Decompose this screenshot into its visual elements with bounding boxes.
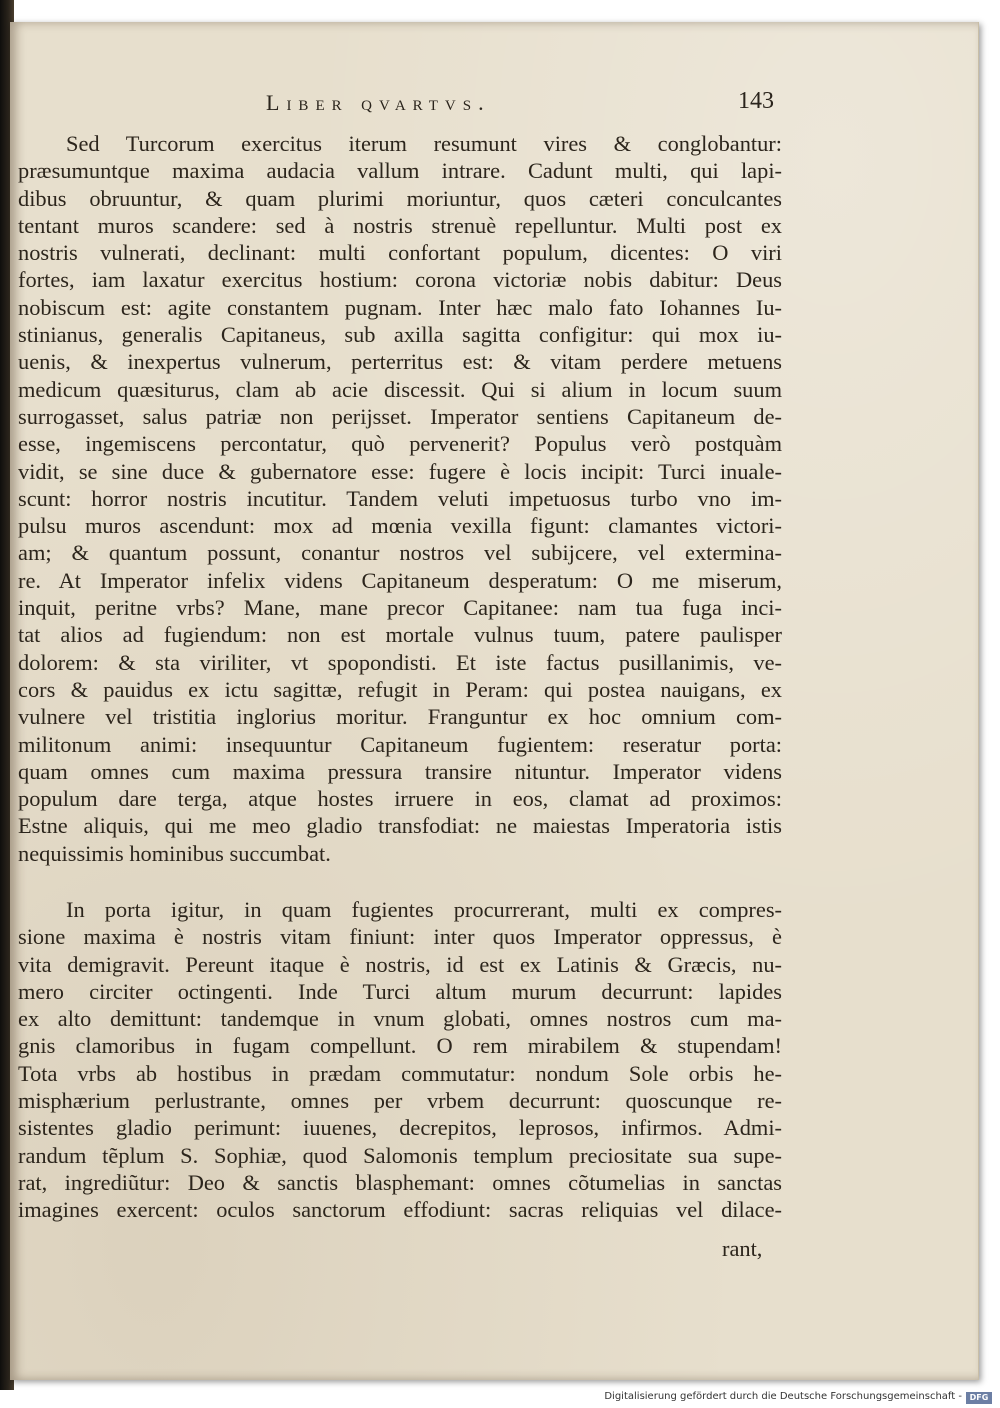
text-line: In porta igitur, in quam fugientes procurrerant, multi ex compres- [66, 897, 782, 922]
text-line: re. At Imperator infelix videns Capitaneum desperatum: O me miserum, [18, 567, 782, 593]
dfg-logo: DFG [966, 1392, 992, 1404]
text-line: militonum animi: insequuntur Capitaneum fugientem: reseratur porta: [18, 731, 782, 757]
text-line: nostris vulnerati, declinant: multi confortant populum, dicentes: O viri [18, 240, 782, 266]
text-line: scunt: horror nostris incutitur. Tandem veluti impetuosus turbo vno im- [18, 485, 782, 511]
text-line: am; & quantum possunt, conantur nostros vel subijcere, vel extermina- [18, 540, 782, 566]
text-line: randum tẽplum S. Sophiæ, quod Salomonis templum preciositate sua supe- [18, 1142, 782, 1168]
page-header [0, 90, 1000, 120]
text-line: Sed Turcorum exercitus iterum resumunt vires & conglobantur: [66, 131, 782, 156]
text-line: vidit, se sine duce & gubernatore esse: fugere è locis incipit: Turci inuale- [18, 458, 782, 484]
text-line: gnis clamoribus in fugam compellunt. O rem mirabilem & stupendam! [18, 1033, 782, 1059]
text-line: nobiscum est: agite constantem pugnam. Inter hæc malo fato Iohannes Iu- [18, 294, 782, 320]
text-line: nequissimis hominibus succumbat. [18, 840, 331, 866]
text-line: sistentes gladio perimunt: iuuenes, decrepitos, leprosos, infirmos. Admi- [18, 1115, 782, 1141]
page-number: 143 [738, 88, 774, 114]
text-line: tentant muros scandere: sed à nostris strenuè repelluntur. Multi post ex [18, 212, 782, 238]
text-line: dibus obruuntur, & quam plurimi moriuntur, quos cæteri conculcantes [18, 185, 782, 211]
text-line: uenis, & inexpertus vulnerum, perterritus est: & vitam perdere metuens [18, 349, 782, 375]
text-line: vita demigravit. Pereunt itaque è nostris, id est ex Latinis & Græcis, nu- [18, 951, 782, 977]
text-line: imagines exercent: oculos sanctorum effodiunt: sacras reliquias vel dilace- [18, 1197, 782, 1223]
text-line: populum dare terga, atque hostes irruere in eos, clamat ad proximos: [18, 786, 782, 812]
text-line: rat, ingrediũtur: Deo & sanctis blasphemant: omnes cõtumelias in sanctas [18, 1169, 782, 1195]
text-line: surrogasset, salus patriæ non perijsset. Imperator sentiens Capitaneum de- [18, 403, 782, 429]
paragraph-1 [18, 130, 782, 867]
text-line: Estne aliquis, qui me meo gladio transfodiat: ne maiestas Imperatoria istis [18, 813, 782, 839]
text-line: Tota vrbs ab hostibus in prædam commutatur: nondum Sole orbis he- [18, 1060, 782, 1086]
text-line: ex alto demittunt: tandemque in vnum globati, omnes nostros cum ma- [18, 1006, 782, 1032]
funding-credit: Digitalisierung gefördert durch die Deutsche Forschungsgemeinschaft - [604, 1391, 962, 1402]
text-line: pulsu muros ascendunt: mox ad mœnia vexilla figunt: clamantes victori- [18, 513, 782, 539]
running-title: Liber qvartvs. [266, 90, 491, 115]
text-line: fortes, iam laxatur exercitus hostium: corona victoriæ nobis dabitur: Deus [18, 267, 782, 293]
text-line: sione maxima è nostris vitam finiunt: inter quos Imperator oppressus, è [18, 924, 782, 950]
text-line: dolorem: & sta viriliter, vt spopondisti. Et iste factus pusillanimis, ve- [18, 649, 782, 675]
paragraph-2 [18, 896, 782, 1224]
text-line: stinianus, generalis Capitaneus, sub axilla sagitta configitur: qui mox iu- [18, 322, 782, 348]
text-line: medicum quæsiturus, clam ab acie discessit. Qui si alium in locum suum [18, 376, 782, 402]
text-line: tat alios ad fugiendum: non est mortale vulnus tuum, patere paulisper [18, 622, 782, 648]
text-line: vulnere vel tristitia inglorius moritur. Franguntur ex hoc omnium com- [18, 704, 782, 730]
catchword: rant, [722, 1236, 763, 1261]
text-line: præsumuntque maxima audacia vallum intrare. Cadunt multi, qui lapi- [18, 158, 782, 184]
text-line: esse, ingemiscens percontatur, quò pervenerit? Populus verò postquàm [18, 431, 782, 457]
text-line: misphærium perlustrante, omnes per vrbem decurrunt: quoscunque re- [18, 1088, 782, 1114]
text-line: inquit, peritne vrbs? Mane, mane precor Capitanee: nam tua fuga inci- [18, 595, 782, 621]
text-line: quam omnes cum maxima pressura transire nituntur. Imperator videns [18, 758, 782, 784]
text-line: cors & pauidus ex ictu sagittæ, refugit in Peram: qui postea nauigans, ex [18, 676, 782, 702]
text-line: mero circiter octingenti. Inde Turci altum murum decurrunt: lapides [18, 978, 782, 1004]
